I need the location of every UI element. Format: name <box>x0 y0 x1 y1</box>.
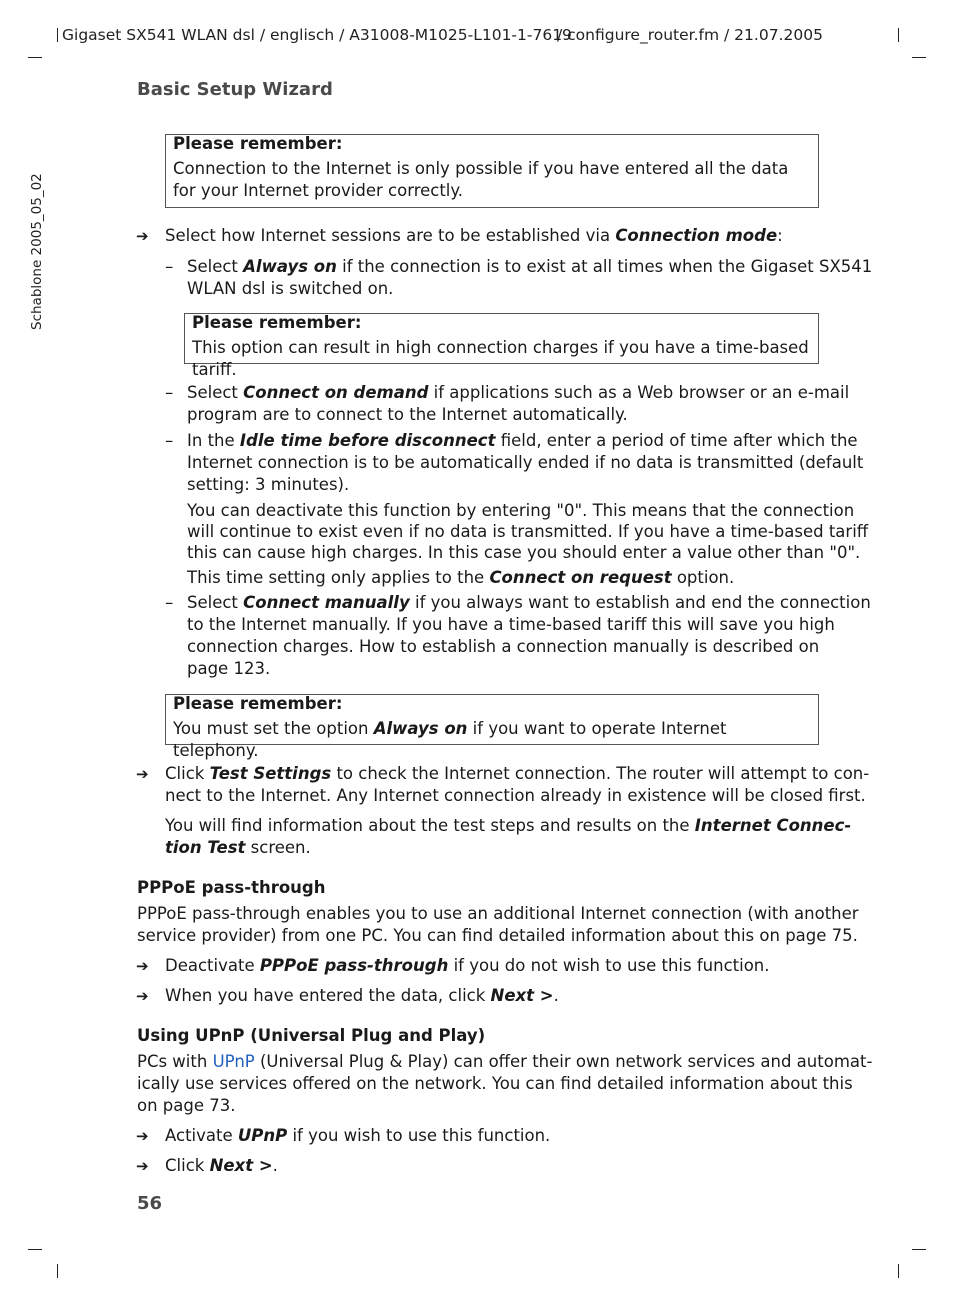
instruction-text: tion Test screen. <box>165 838 311 857</box>
note-text: This option can result in high connection charges if you have a time-based tariff. <box>192 338 809 379</box>
arrow-icon: ➔ <box>136 227 149 245</box>
option-text: setting: 3 minutes). <box>187 475 350 494</box>
crop-mark <box>57 28 58 42</box>
body-text: PCs with UPnP (Universal Plug & Play) can offer their own network services and automat- <box>137 1052 873 1071</box>
note-box <box>165 694 819 760</box>
option-connect-manually: Select Connect manually if you always want to establish and end the connection <box>187 593 871 612</box>
option-text: This time setting only applies to the Connect on request option. <box>187 568 735 587</box>
body-text: ically use services offered on the network. You can find detailed information about this <box>137 1074 853 1093</box>
note-text: for your Internet provider correctly. <box>173 181 464 200</box>
crop-mark <box>28 1249 42 1250</box>
note-text: Connection to the Internet is only possible if you have entered all the data <box>173 159 789 178</box>
arrow-icon: ➔ <box>136 957 149 975</box>
header-file-date: / configure_router.fm / 21.07.2005 <box>557 26 823 44</box>
crop-mark <box>28 57 42 58</box>
body-text: PPPoE pass-through enables you to use an additional Internet connection (with another <box>137 904 859 923</box>
instruction-step: Activate UPnP if you wish to use this function. <box>165 1126 551 1145</box>
crop-mark <box>898 28 899 42</box>
side-template-label: Schablone 2005_05_02 <box>29 173 45 330</box>
dash-bullet: – <box>165 593 174 612</box>
instruction-step: Select how Internet sessions are to be established via Connection mode: <box>165 226 783 245</box>
subheading-pppoe: PPPoE pass-through <box>137 878 326 897</box>
header-file-info: Gigaset SX541 WLAN dsl / englisch / A31008-M1025-L101-1-7619 <box>62 26 572 44</box>
arrow-icon: ➔ <box>136 1157 149 1175</box>
option-text: to the Internet manually. If you have a time-based tariff this will save you high <box>187 615 835 634</box>
body-text: on page 73. <box>137 1096 236 1115</box>
section-title: Basic Setup Wizard <box>137 79 333 100</box>
instruction-step: Click Test Settings to check the Internet connection. The router will attempt to con- <box>165 764 870 783</box>
crop-mark <box>57 1264 58 1278</box>
note-title: Please remember: <box>173 694 343 713</box>
crop-mark <box>898 1264 899 1278</box>
note-box <box>165 134 819 208</box>
crop-mark <box>912 1249 926 1250</box>
option-always-on: Select Always on if the connection is to exist at all times when the Gigaset SX541 <box>187 257 873 276</box>
dash-bullet: – <box>165 431 174 450</box>
body-text: service provider) from one PC. You can find detailed information about this on page 75. <box>137 926 858 945</box>
instruction-text: You will find information about the test steps and results on the Internet Connec- <box>165 816 852 835</box>
dash-bullet: – <box>165 383 174 402</box>
instruction-text: nect to the Internet. Any Internet connection already in existence will be closed first. <box>165 786 866 805</box>
note-title: Please remember: <box>192 313 362 332</box>
option-text: this can cause high charges. In this case you should enter a value other than "0". <box>187 543 861 562</box>
option-idle-time: In the Idle time before disconnect field, enter a period of time after which the <box>187 431 858 450</box>
instruction-step: Click Next >. <box>165 1156 278 1175</box>
option-text: connection charges. How to establish a connection manually is described on <box>187 637 820 656</box>
option-text: You can deactivate this function by entering "0". This means that the connection <box>187 501 855 520</box>
option-text: page 123. <box>187 659 271 678</box>
arrow-icon: ➔ <box>136 987 149 1005</box>
upnp-link[interactable]: UPnP <box>212 1052 255 1071</box>
dash-bullet: – <box>165 257 174 276</box>
note-title: Please remember: <box>173 134 343 153</box>
instruction-step: When you have entered the data, click Next >. <box>165 986 559 1005</box>
crop-mark <box>912 57 926 58</box>
arrow-icon: ➔ <box>136 765 149 783</box>
page-number: 56 <box>137 1193 163 1214</box>
option-connect-on-demand: Select Connect on demand if applications such as a Web browser or an e-mail <box>187 383 850 402</box>
option-text: program are to connect to the Internet automatically. <box>187 405 628 424</box>
instruction-step: Deactivate PPPoE pass-through if you do not wish to use this function. <box>165 956 770 975</box>
arrow-icon: ➔ <box>136 1127 149 1145</box>
subheading-upnp: Using UPnP (Universal Plug and Play) <box>137 1026 486 1045</box>
option-text: will continue to exist even if no data is transmitted. If you have a time-based tariff <box>187 522 869 541</box>
option-text: Internet connection is to be automatically ended if no data is transmitted (default <box>187 453 864 472</box>
note-box <box>184 313 819 379</box>
option-text: WLAN dsl is switched on. <box>187 279 394 298</box>
note-text: You must set the option Always on if you want to operate Internet telephony. <box>173 719 727 760</box>
